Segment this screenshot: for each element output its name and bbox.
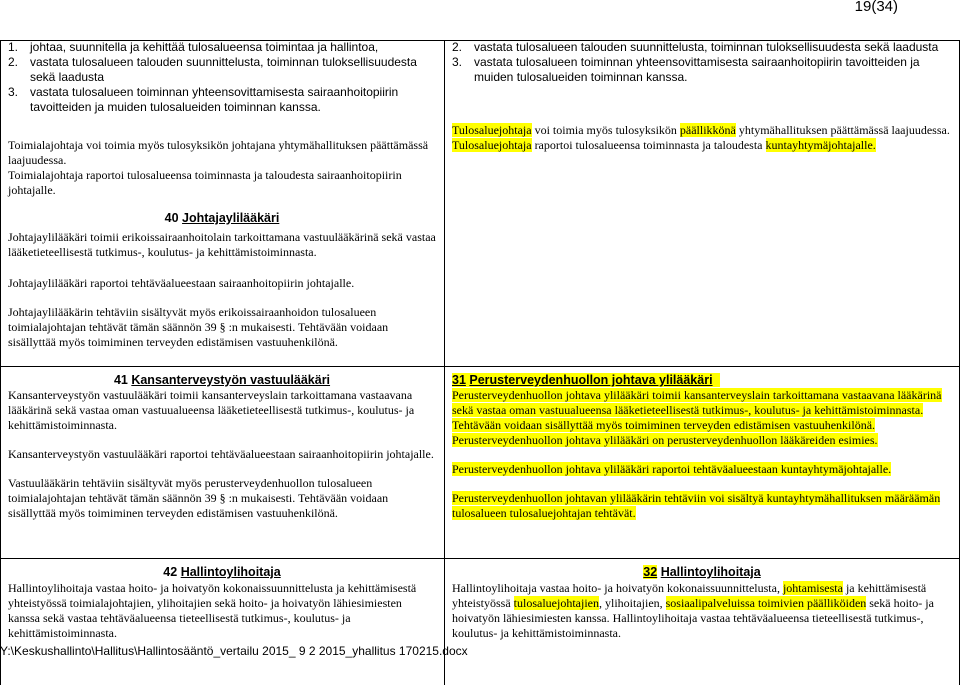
paragraph: Tulosaluejohtaja voi toimia myös tulosyksikön päällikkönä yhtymähallituksen päättämässä laajuudessa. (452, 123, 950, 137)
paragraph: Kansanterveystyön vastuulääkäri raportoi tehtäväalueestaan sairaanhoitopiirin johtajalle. (8, 447, 434, 461)
paragraph: Johtajaylilääkärin tehtäviin sisältyvät myös erikoissairaanhoidon tulosalueen toimialajohtajan tehtävät tämän säännön 39 § :n mukaisesti. Tehtävään voidaan sisällyttää myös toimiminen terveyden edistämisen vastuuhenkilönä. (8, 305, 389, 349)
section-heading: 42 Hallintoylihoitaja (163, 565, 281, 579)
paragraph: Kansanterveystyön vastuulääkäri toimii kansanterveyslain tarkoittamana vastaavana lääkärinä sekä vastaa oman vastuualueensa lääketieteellisestä tutkimus-, koulutus- ja kehittämistoiminnasta. (8, 388, 415, 432)
paragraph: Perusterveydenhuollon johtava ylilääkäri toimii kansanterveyslain tarkoittamana vastaavana lääkärinä sekä vastaa oman vastuualueensa lääketieteellisestä tutkimus-, koulutus- ja kehittämistoiminnasta. Tehtävään voidaan sisällyttää myös toimiminen terveyden edistämisen vastuuhenkilönä. Perusterveydenhuollon johtava ylilääkäri on perusterveydenhuollon lääkäreiden esimies. (452, 388, 942, 447)
paragraph: Johtajaylilääkäri toimii erikoissairaanhoitolain tarkoittamana vastuulääkärinä sekä vastaa lääketieteellisestä tutkimus-, koulutus- ja kehittämistoiminnasta. (8, 230, 436, 259)
list-item: 2. vastata tulosalueen talouden suunnittelusta, toiminnan tuloksellisuudesta sekä laadusta (452, 40, 939, 54)
list-item: 2. vastata tulosalueen talouden suunnittelusta, toiminnan tuloksellisuudesta sekä laadusta (8, 55, 417, 84)
file-path-footer: Y:\Keskushallinto\Hallitus\Hallintosääntö_vertailu 2015_ 9 2 2015_yhallitus 170215.docx (0, 644, 468, 658)
right-numbered-list (452, 40, 952, 85)
paragraph: Toimialajohtaja voi toimia myös tulosyksikön johtajana yhtymähallituksen päättämässä laajuudessa. (8, 138, 429, 167)
paragraph: Hallintoylihoitaja vastaa hoito- ja hoivatyön kokonaissuunnittelusta, johtamisesta ja kehittämisestä yhteistyössä tulosaluejohtajien, ylihoitajien, sosiaalipalveluissa toimivien päälliköiden sekä hoito- ja hoivatyön lähiesimiesten kanssa. Hallintoylihoitaja vastaa tehtäväalueensa tieteellisestä tutkimus-, koulutus- ja kehittämistoiminnasta. (452, 581, 934, 640)
section-heading: 41 Kansanterveystyön vastuulääkäri (113, 373, 331, 387)
right-cell-row2 (452, 372, 952, 521)
section-heading: 31 Perusterveydenhuollon johtava ylilääkäri (452, 372, 952, 388)
right-cell-row1 (452, 40, 952, 153)
left-cell-row3 (8, 564, 436, 641)
paragraph: Hallintoylihoitaja vastaa hoito- ja hoivatyön kokonaissuunnittelusta ja kehittämisestä yhteistyössä toimialajohtajien, ylihoitajien sekä hoito- ja hoivatyön lähiesimiesten kanssa sekä vastaa tehtäväalueensa tieteellisestä tutkimus-, koulutus- ja kehittämistoiminnasta. (8, 581, 417, 640)
section-heading: 32 Hallintoylihoitaja (643, 565, 761, 579)
paragraph: Toimialajohtaja raportoi tulosalueensa toiminnasta ja taloudesta sairaanhoitopiirin johtajalle. (8, 168, 402, 197)
right-cell-row3 (452, 564, 952, 641)
paragraph: Perusterveydenhuollon johtava ylilääkäri raportoi tehtäväalueestaan kuntayhtymäjohtajalle. (452, 462, 892, 476)
left-cell-row1 (8, 40, 436, 350)
paragraph: Perusterveydenhuollon johtavan ylilääkärin tehtäviin voi sisältyä kuntayhtymähallituksen määräämän tulosalueen tulosaluejohtajan tehtävät. (452, 491, 941, 520)
section-heading: 40 Johtajaylilääkäri (164, 211, 280, 225)
left-numbered-list (8, 40, 436, 115)
list-item: 1. johtaa, suunnitella ja kehittää tulosalueensa toimintaa ja hallintoa, (8, 40, 379, 54)
paragraph: Johtajaylilääkäri raportoi tehtäväalueestaan sairaanhoitopiirin johtajalle. (8, 276, 355, 290)
page-number: 19(34) (854, 0, 898, 15)
list-item: 3. vastata tulosalueen toiminnan yhteensovittamisesta sairaanhoitopiirin tavoitteiden ja muiden tulosalueiden toiminnan kanssa. (452, 55, 920, 84)
paragraph: Tulosaluejohtaja raportoi tulosalueensa toiminnasta ja taloudesta kuntayhtymäjohtajalle. (452, 138, 876, 152)
paragraph: Vastuulääkärin tehtäviin sisältyvät myös perusterveydenhuollon tulosalueen toimialajohtajan tehtävät tämän säännön 39 § :n mukaisesti. Tehtävään voidaan sisällyttää myös toimiminen terveyden edistämisen vastuuhenkilönä. (8, 476, 389, 520)
left-cell-row2 (8, 372, 436, 521)
list-item: 3. vastata tulosalueen toiminnan yhteensovittamisesta sairaanhoitopiirin tavoitteiden ja muiden tulosalueiden toiminnan kanssa. (8, 85, 399, 114)
